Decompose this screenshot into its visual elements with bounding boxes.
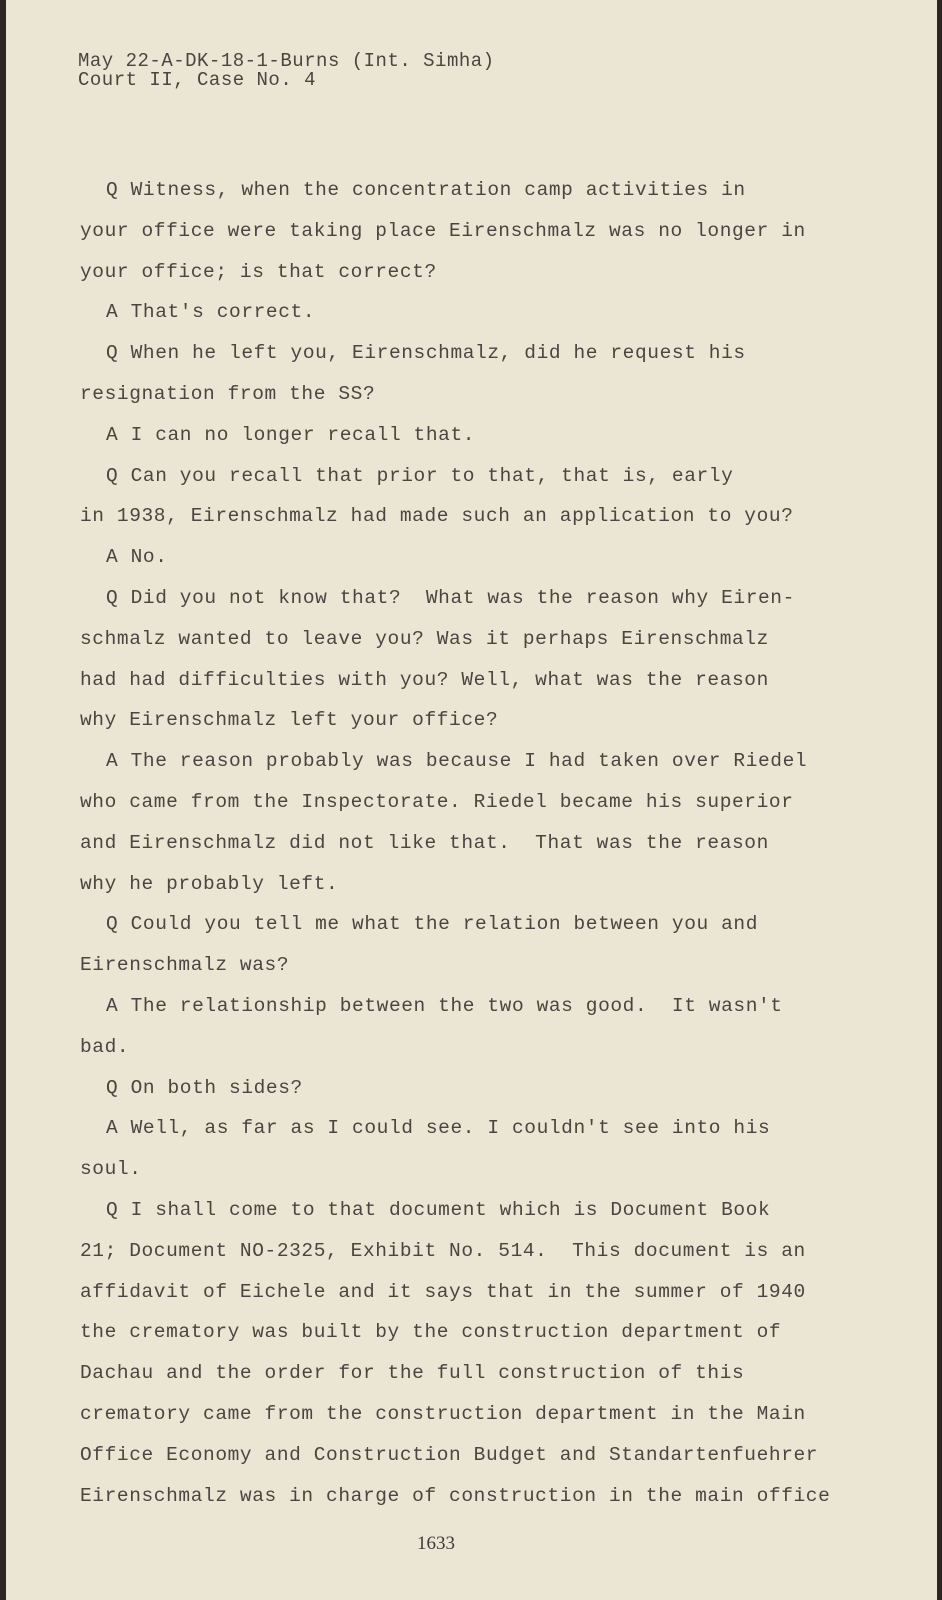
- header-line-2: Court II, Case No. 4: [78, 69, 317, 91]
- scan-edge-right: [937, 0, 942, 1600]
- transcript-line: A No.: [106, 546, 168, 569]
- transcript-line: in 1938, Eirenschmalz had made such an application to you?: [80, 505, 794, 528]
- transcript-line: affidavit of Eichele and it says that in the summer of 1940: [80, 1280, 806, 1303]
- transcript-line: Eirenschmalz was in charge of construction in the main office: [80, 1484, 831, 1507]
- transcript-line: A The reason probably was because I had taken over Riedel: [106, 750, 808, 773]
- page-number: 1633: [417, 1533, 455, 1554]
- transcript-line: resignation from the SS?: [80, 382, 376, 405]
- document-header: [78, 52, 495, 90]
- transcript-line: schmalz wanted to leave you? Was it perhaps Eirenschmalz: [80, 627, 769, 650]
- scan-edge-left: [0, 0, 6, 1600]
- transcript-line: why he probably left.: [80, 872, 339, 895]
- transcript-line: soul.: [80, 1158, 142, 1181]
- transcript-line: and Eirenschmalz did not like that. That was the reason: [80, 831, 769, 854]
- transcript-line: A Well, as far as I could see. I couldn't see into his: [106, 1117, 771, 1140]
- transcript-line: the crematory was built by the construction department of: [80, 1321, 782, 1344]
- transcript-line: why Eirenschmalz left your office?: [80, 709, 499, 732]
- transcript-line: crematory came from the construction department in the Main: [80, 1402, 806, 1425]
- transcript-line: had had difficulties with you? Well, what was the reason: [80, 668, 769, 691]
- transcript-line: Q Could you tell me what the relation between you and: [106, 913, 759, 936]
- transcript-line: your office were taking place Eirenschmalz was no longer in: [80, 219, 806, 242]
- transcript-line: Q Can you recall that prior to that, that is, early: [106, 464, 734, 487]
- transcript-line: A That's correct.: [106, 301, 316, 324]
- transcript-line: A I can no longer recall that.: [106, 423, 476, 446]
- transcript-line: Dachau and the order for the full construction of this: [80, 1362, 745, 1385]
- transcript-line: Q When he left you, Eirenschmalz, did he request his: [106, 342, 746, 365]
- transcript-line: Q I shall come to that document which is Document Book: [106, 1198, 771, 1221]
- transcript-line: who came from the Inspectorate. Riedel became his superior: [80, 790, 794, 813]
- transcript-body: [80, 170, 860, 1516]
- transcript-line: your office; is that correct?: [80, 260, 437, 283]
- header-line-1: May 22-A-DK-18-1-Burns (Int. Simha): [78, 50, 495, 72]
- transcript-line: Office Economy and Construction Budget and Standartenfuehrer: [80, 1443, 819, 1466]
- transcript-line: Q On both sides?: [106, 1076, 303, 1099]
- transcript-line: Eirenschmalz was?: [80, 954, 290, 977]
- transcript-line: A The relationship between the two was good. It wasn't: [106, 994, 783, 1017]
- transcript-line: 21; Document NO-2325, Exhibit No. 514. This document is an: [80, 1239, 806, 1262]
- transcript-line: bad.: [80, 1035, 130, 1058]
- transcript-line: Q Witness, when the concentration camp activities in: [106, 179, 746, 201]
- transcript-line: Q Did you not know that? What was the reason why Eiren-: [106, 586, 795, 609]
